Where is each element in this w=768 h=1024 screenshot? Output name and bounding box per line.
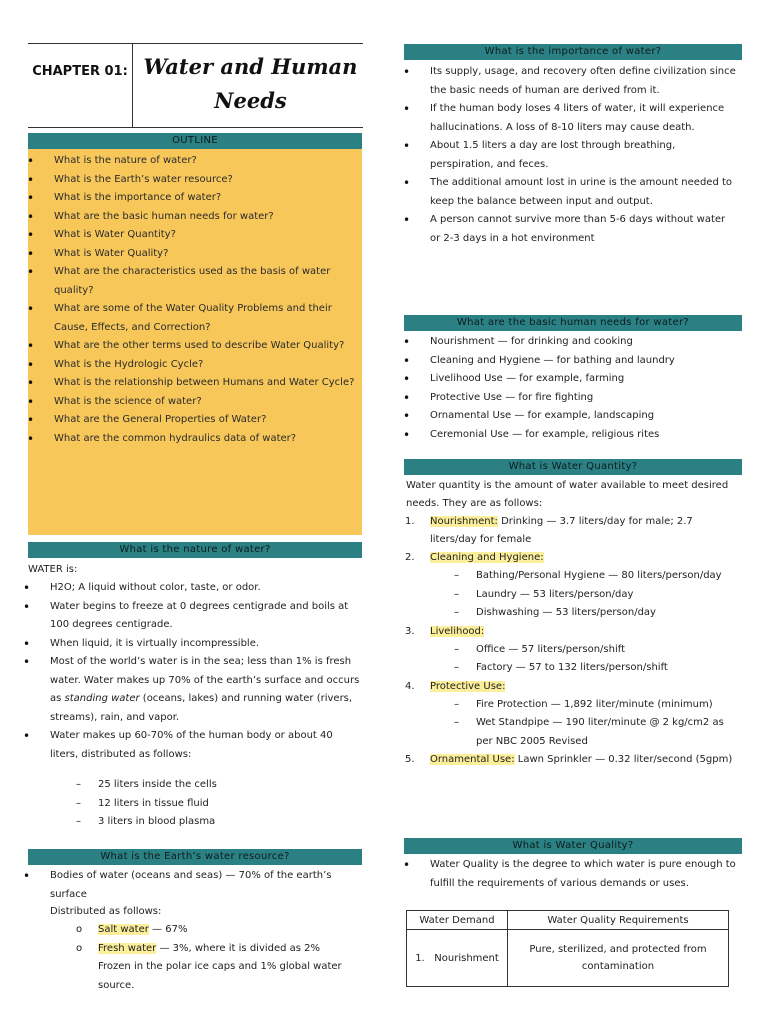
- cleaning-sublist: [476, 567, 736, 623]
- list-item: [98, 940, 354, 996]
- outline-item: • What are the General Properties of Water?: [54, 411, 356, 430]
- outline-heading: OUTLINE: [28, 133, 362, 149]
- list-item: [405, 623, 736, 678]
- outline-item: • What is the nature of water?: [54, 152, 356, 171]
- salt-water-label: Salt water: [98, 924, 149, 935]
- most-text-a: Most of the world’s water is in the sea; less than 1% is fresh water. Water makes up 70% of the earth’s surface and occurs as: [50, 656, 360, 704]
- section-heading-nature: What is the nature of water?: [28, 542, 362, 558]
- page-title: Water and Human Needs: [143, 54, 358, 113]
- list-item: • Cleaning and Hygiene — for bathing and laundry: [430, 352, 736, 371]
- list-item: • H2O; A liquid without color, taste, or odor.: [50, 579, 360, 598]
- outline-item: • What are the other terms used to describe Water Quality?: [54, 337, 356, 356]
- row-demand: Nourishment: [434, 952, 499, 964]
- list-item: – Office — 57 liters/person/shift: [476, 641, 736, 660]
- list-item: – Bathing/Personal Hygiene — 80 liters/person/day: [476, 567, 736, 586]
- header-divider: [132, 44, 133, 127]
- list-item: – Fire Protection — 1,892 liter/minute (minimum): [476, 696, 736, 715]
- list-item: [405, 751, 736, 769]
- chapter-label: CHAPTER 01:: [32, 64, 128, 79]
- distributed-label: Distributed as follows:: [50, 906, 162, 917]
- section-heading-quality: What is Water Quality?: [404, 838, 742, 854]
- list-item: – Laundry — 53 liters/person/day: [476, 586, 736, 605]
- item-number: 1.: [405, 516, 415, 527]
- list-item: • Water begins to freeze at 0 degrees centigrade and boils at 100 degrees centigrade.: [50, 598, 360, 635]
- list-item: • About 1.5 liters a day are lost through breathing, perspiration, and feces.: [430, 137, 736, 174]
- item-number: 3.: [405, 625, 415, 637]
- list-item: • Nourishment — for drinking and cooking: [430, 333, 736, 352]
- resource-distribution: [98, 921, 354, 995]
- table-header: Water Quality Requirements: [508, 911, 729, 930]
- quality-list: [430, 856, 736, 893]
- resource-list: [50, 867, 350, 904]
- list-item: • A person cannot survive more than 5-6 days without water or 2-3 days in a hot environment: [430, 211, 736, 248]
- outline-item: • What is the relationship between Humans and Water Cycle?: [54, 374, 356, 393]
- list-item: • Bodies of water (oceans and seas) — 70% of the earth’s surface: [50, 867, 350, 904]
- list-item: [405, 678, 736, 752]
- nature-intro: WATER is:: [28, 564, 78, 575]
- outline-item: • What are the characteristics used as the basis of water quality?: [54, 263, 356, 300]
- list-item: – 3 liters in blood plasma: [98, 813, 358, 832]
- list-item: [98, 921, 354, 940]
- table-cell: [407, 930, 508, 987]
- table-row: [407, 930, 729, 987]
- list-item: • Protective Use — for fire fighting: [430, 389, 736, 408]
- section-heading-resource: What is the Earth’s water resource?: [28, 849, 362, 865]
- table-cell: Pure, sterilized, and protected from contamination: [508, 930, 729, 987]
- outline-item: • What is the Hydrologic Cycle?: [54, 356, 356, 375]
- list-item: • Ornamental Use — for example, landscaping: [430, 407, 736, 426]
- nature-list: [50, 579, 360, 764]
- list-item: – 12 liters in tissue fluid: [98, 795, 358, 814]
- item-number: 2.: [405, 552, 415, 563]
- livelihood-label: Livelihood:: [430, 625, 485, 637]
- chapter-header: [28, 43, 363, 128]
- section-heading-needs: What are the basic human needs for water?: [404, 315, 742, 331]
- list-item: • Its supply, usage, and recovery often define civilization since the basic needs of human are derived from it.: [430, 63, 736, 100]
- cleaning-label: Cleaning and Hygiene:: [430, 552, 544, 563]
- fresh-water-value: — 3%, where it is divided as 2% Frozen in the polar ice caps and 1% global water source.: [98, 942, 342, 991]
- section-heading-importance: What is the importance of water?: [404, 44, 742, 60]
- list-item: [50, 653, 360, 727]
- quantity-list: [405, 513, 736, 769]
- item-number: 5.: [405, 754, 415, 765]
- outline-item: • What are the common hydraulics data of water?: [54, 430, 356, 449]
- table-header: Water Demand: [407, 911, 508, 930]
- outline-item: • What are some of the Water Quality Problems and their Cause, Effects, and Correction?: [54, 300, 356, 337]
- list-item: – Dishwashing — 53 liters/person/day: [476, 604, 736, 623]
- ornamental-label: Ornamental Use:: [430, 754, 515, 765]
- item-number: 4.: [405, 680, 415, 692]
- protective-label: Protective Use:: [430, 680, 506, 692]
- row-number: 1.: [415, 952, 425, 964]
- most-text-c: (oceans, lakes) and running water (rivers, streams), rain, and vapor.: [50, 693, 353, 723]
- list-item: • Water makes up 60-70% of the human body or about 40 liters, distributed as follows:: [50, 727, 360, 764]
- outline-list: [54, 152, 356, 448]
- list-item: • When liquid, it is virtually incompressible.: [50, 635, 360, 654]
- list-item: • Ceremonial Use — for example, religious rites: [430, 426, 736, 445]
- protective-sublist: [476, 696, 736, 752]
- section-heading-quantity: What is Water Quantity?: [404, 459, 742, 475]
- outline-item: • What are the basic human needs for water?: [54, 208, 356, 227]
- most-text-b: standing water: [64, 693, 140, 704]
- importance-list: [430, 63, 736, 248]
- fresh-water-label: Fresh water: [98, 942, 157, 954]
- salt-water-value: — 67%: [148, 924, 188, 935]
- nourishment-label: Nourishment:: [430, 516, 498, 527]
- list-item: – Wet Standpipe — 190 liter/minute @ 2 kg/cm2 as per NBC 2005 Revised: [476, 714, 736, 751]
- distribution-list: [98, 776, 358, 832]
- list-item: • Water Quality is the degree to which water is pure enough to fulfill the requirements of various demands or uses.: [430, 856, 736, 893]
- water-quality-table: [406, 910, 729, 987]
- outline-item: • What is the importance of water?: [54, 189, 356, 208]
- list-item: – 25 liters inside the cells: [98, 776, 358, 795]
- outline-item: • What is the science of water?: [54, 393, 356, 412]
- list-item: • Livelihood Use — for example, farming: [430, 370, 736, 389]
- list-item: [405, 549, 736, 623]
- livelihood-sublist: [476, 641, 736, 678]
- list-item: • The additional amount lost in urine is the amount needed to keep the balance between input and output.: [430, 174, 736, 211]
- outline-item: • What is Water Quantity?: [54, 226, 356, 245]
- list-item: – Factory — 57 to 132 liters/person/shift: [476, 659, 736, 678]
- needs-list: [430, 333, 736, 444]
- table-header-row: [407, 911, 729, 930]
- ornamental-text: Lawn Sprinkler — 0.32 liter/second (5gpm): [514, 754, 733, 765]
- outline-item: • What is Water Quality?: [54, 245, 356, 264]
- outline-item: • What is the Earth’s water resource?: [54, 171, 356, 190]
- list-item: [405, 513, 736, 549]
- quantity-intro: Water quantity is the amount of water available to meet desired needs. They are as follows:: [406, 480, 729, 509]
- list-item: • If the human body loses 4 liters of water, it will experience hallucinations. A loss of 8-10 liters may cause death.: [430, 100, 736, 137]
- nourishment-text: Drinking — 3.7 liters/day for male; 2.7 liters/day for female: [430, 516, 693, 545]
